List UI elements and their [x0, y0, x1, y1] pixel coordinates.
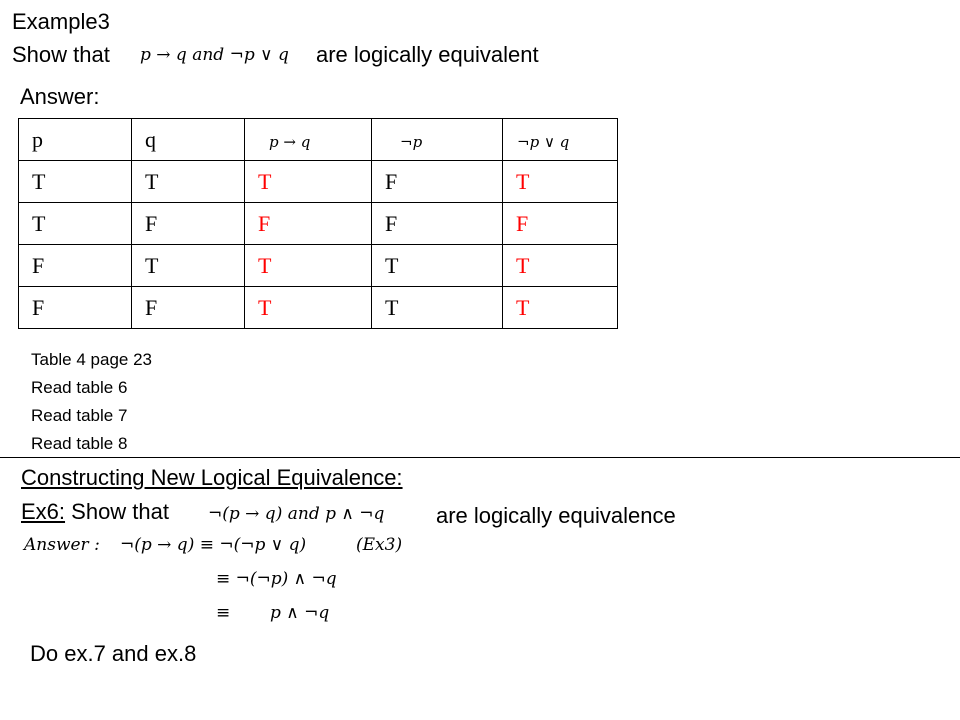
- show-that-label: Show that: [12, 42, 110, 67]
- cell: F: [503, 203, 618, 245]
- formula-2: ¬(p → q) and p ∧ ¬q: [208, 504, 385, 524]
- section-divider: [0, 457, 960, 458]
- derivation-line-1: ¬(p → q) ≡ ¬(¬p ∨ q): [120, 535, 307, 555]
- cell: T: [132, 245, 245, 287]
- exercise-note: Do ex.7 and ex.8: [30, 641, 197, 666]
- equivalent-text: are logically equivalent: [316, 42, 539, 67]
- header-not-p-or-q-text: ¬p ∨ q: [517, 132, 570, 151]
- cell: T: [19, 203, 132, 245]
- cell: F: [132, 203, 245, 245]
- cell: F: [245, 203, 372, 245]
- cell: T: [19, 161, 132, 203]
- header-not-p-or-q: [503, 119, 618, 161]
- cell: F: [19, 245, 132, 287]
- ex6-label: Ex6:: [21, 499, 66, 524]
- equivalence-text: are logically equivalence: [436, 503, 676, 528]
- cell: F: [19, 287, 132, 329]
- cell: T: [132, 161, 245, 203]
- derivation-line-3-eq: ≡: [216, 603, 231, 623]
- truth-table: [18, 118, 618, 329]
- cell: F: [132, 287, 245, 329]
- table-row: [19, 203, 618, 245]
- reference-item: Read table 6: [31, 378, 128, 397]
- reference-list: [31, 346, 152, 458]
- example-title: Example3: [12, 9, 110, 34]
- cell: T: [503, 161, 618, 203]
- derivation-line-2: ≡ ¬(¬p) ∧ ¬q: [216, 569, 337, 589]
- reference-item: Read table 7: [31, 406, 128, 425]
- cell: T: [245, 245, 372, 287]
- formula-1: p → q and ¬p ∨ q: [140, 45, 289, 65]
- cell: T: [503, 245, 618, 287]
- table-row: [19, 161, 618, 203]
- derivation-answer-label: Answer :: [24, 535, 100, 555]
- cell: T: [245, 161, 372, 203]
- header-not-p-text: ¬p: [400, 132, 423, 151]
- derivation-line-1-ref: (Ex3): [356, 535, 403, 555]
- derivation-line-3: p ∧ ¬q: [270, 603, 330, 623]
- header-q: q: [132, 119, 245, 161]
- reference-item: Table 4 page 23: [31, 350, 152, 369]
- cell: F: [372, 203, 503, 245]
- ex6-line: [21, 499, 169, 525]
- cell: T: [503, 287, 618, 329]
- reference-item: Read table 8: [31, 434, 128, 453]
- cell: T: [245, 287, 372, 329]
- answer-label: Answer:: [20, 84, 100, 109]
- cell: T: [372, 245, 503, 287]
- header-not-p: [372, 119, 503, 161]
- header-p-implies-q: [245, 119, 372, 161]
- cell: F: [372, 161, 503, 203]
- table-header-row: [19, 119, 618, 161]
- table-row: [19, 245, 618, 287]
- cell: T: [372, 287, 503, 329]
- section-title: Constructing New Logical Equivalence:: [21, 465, 403, 490]
- table-row: [19, 287, 618, 329]
- ex6-show-that: Show that: [71, 499, 169, 524]
- header-p-implies-q-text: p → q: [269, 132, 311, 151]
- header-p: p: [19, 119, 132, 161]
